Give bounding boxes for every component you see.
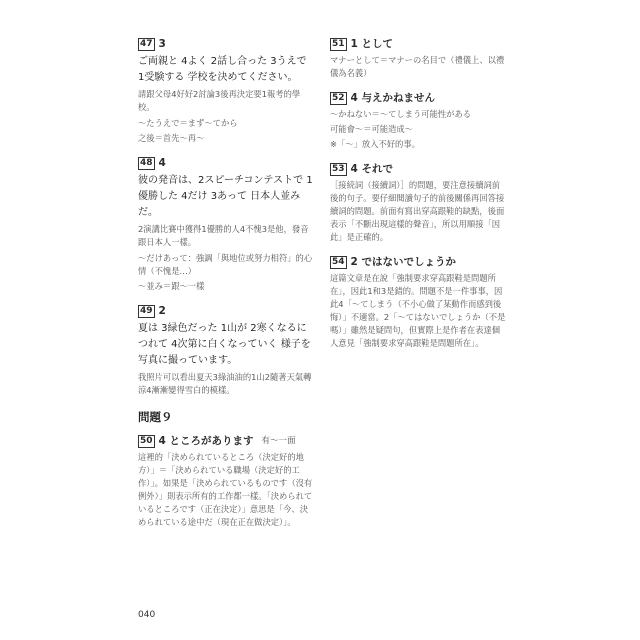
answer: 4 [158,157,166,169]
question-header [330,163,508,176]
japanese-sentence: ご両親と 4よく 2話し合った 3うえで 1受験する 学校を決めてください。 [138,56,307,83]
question-50 [138,435,314,529]
left-column [138,38,314,541]
explanation: 這裡的「決められているところ（決定好的地方）」＝「決められている職場（決定好的工作）」。如果是「決められているものです（沒有例外）」則表示所有的工作都一樣。「決められているところです（正在決定）」意思是「今、決められている途中だ（現在正在做決定）」。 [138,452,313,527]
question-header [330,92,508,105]
question-header [138,38,314,51]
question-number: 48 [140,158,153,168]
question-48 [138,157,314,293]
japanese-sentence: 夏は 3緑色だった 1山が 2寒くなるにつれて 4次第に白くなっていく 様子を写真に撮っています。 [138,323,311,366]
question-54 [330,256,508,350]
right-column [330,38,508,362]
grammar-note: ～だけあって：強調「與地位或努力相符」的心情（不愧是…） [138,253,313,276]
question-header [138,305,314,318]
question-header [138,157,314,170]
explanation-2: 可能會～＝可能造成～ [330,124,413,134]
explanation-1: ～かねない＝～てしまう可能性がある [330,109,472,119]
grammar-note-translation: 之後＝首先～再～ [138,133,205,143]
grammar-note: ～たうえで＝まず～てから [138,118,238,128]
question-53 [330,163,508,244]
question-number: 50 [140,436,153,446]
question-number: 53 [332,164,345,174]
answer: 3 [158,38,166,50]
page-number: 040 [138,610,156,620]
japanese-sentence: 彼の発音は、2スピーチコンテストで 1優勝した 4だけ 3あって 日本人並みだ。 [138,175,313,218]
answer: 1 として [350,38,393,50]
question-number: 54 [332,257,345,267]
question-header [138,435,314,448]
question-51 [330,38,508,80]
section-title: 問題９ [138,410,173,424]
answer: 4 与えかねません [350,92,435,104]
translation: 請跟父母4好好2討論3後再決定要1報考的學校。 [138,89,301,112]
answer-meaning: 有～一面 [261,436,296,446]
translation: 2演講比賽中獲得1優勝的人4不愧3是他，發音跟日本人一樣。 [138,224,309,247]
question-header [330,38,508,51]
answer: 2 ではないでしょうか [350,256,456,268]
explanation: ［接続詞（接續詞）］的問題，要注意接續詞前後的句子。要仔細閱讀句子的前後關係再回答接續詞的問題。前面有寫出穿高跟鞋的缺點，後面表示「不斷出現這樣的聲音」，所以用順接「因此」是正確的。 [330,180,505,242]
question-number: 49 [140,306,153,316]
answer: 4 それで [350,163,393,175]
explanation: 這篇文章是在說「強制要求穿高跟鞋是問題所在」，因此1和3是錯的。問題不是一件事事，因此4「～てしまう（不小心做了某動作而感到後悔）」不適當。2「～てはないでしょうか（不是嗎）」雖然是疑問句，但實際上是作者在表達個人意見「強制要求穿高跟鞋是問題所在」。 [330,273,506,348]
question-number: 47 [140,39,153,49]
question-number: 51 [332,39,345,49]
answer: 2 [158,305,166,317]
question-52 [330,92,508,151]
question-47 [138,38,314,145]
question-number: 52 [332,93,345,103]
question-header [330,256,508,269]
translation: 我照片可以看出夏天3綠油油的1山2隨著天氣轉涼4漸漸變得雪白的模樣。 [138,372,312,395]
question-49 [138,305,314,397]
explanation: マナーとして＝マナーの名目で（禮儀上、以禮儀為名義） [330,55,505,78]
answer: 4 ところがあります [158,435,254,447]
grammar-note-2: ～並み＝跟～一樣 [138,281,205,291]
explanation-3: ※「～」放入不好的事。 [330,139,420,149]
